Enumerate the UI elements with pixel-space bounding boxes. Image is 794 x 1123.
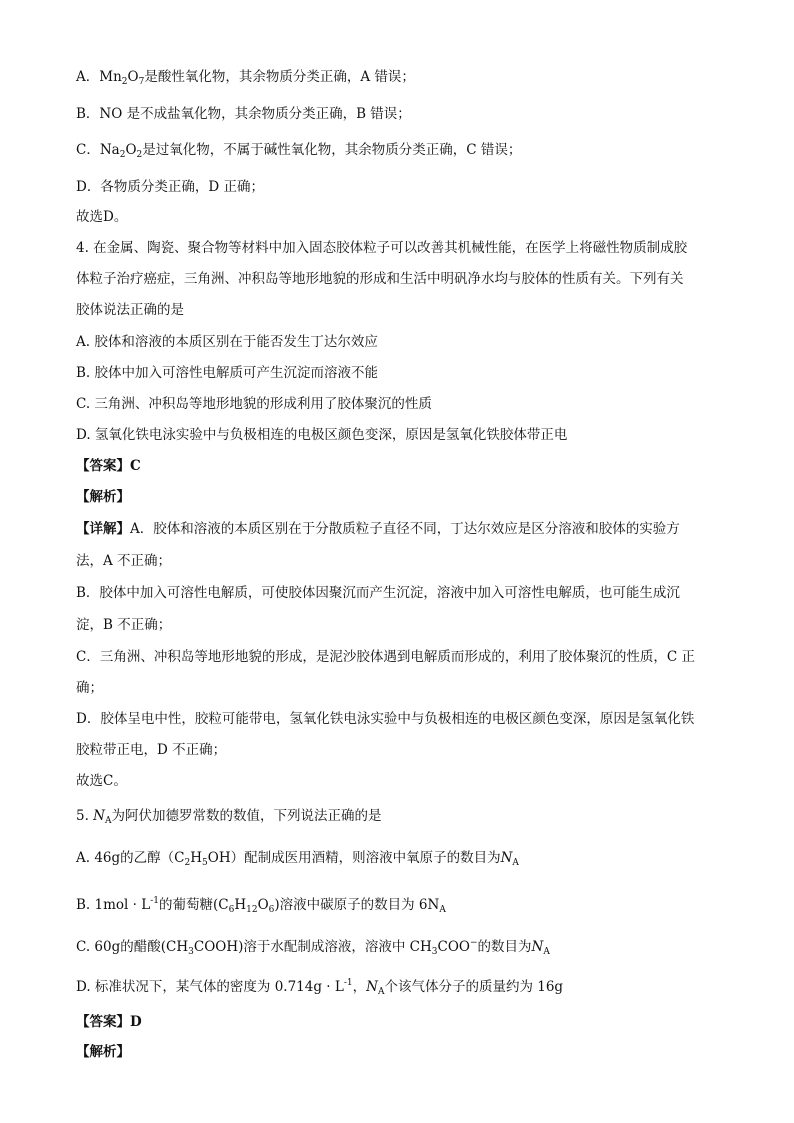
q4-option-c: C. 三角洲、冲积岛等地形地貌的形成利用了胶体聚沉的性质 bbox=[76, 396, 432, 412]
q5-option-a bbox=[76, 848, 519, 873]
q4-stem-line2: 体粒子治疗癌症，三角洲、冲积岛等地形地貌的形成和生活中明矾净水均与胶体的性质有关。下列有关 bbox=[76, 271, 684, 287]
formula-subscript: A bbox=[439, 905, 446, 915]
formula-subscript: 6 bbox=[228, 905, 235, 915]
option-label: C． bbox=[76, 142, 100, 158]
q4-option-a: A. 胶体和溶液的本质区别在于能否发生丁达尔效应 bbox=[76, 334, 378, 350]
formula-subscript: 6 bbox=[268, 905, 275, 915]
formula-subscript: 2 bbox=[184, 858, 191, 868]
option-text: A. 46g的乙醇（ bbox=[76, 850, 175, 866]
q3-analysis-d: D．各物质分类正确，D 正确； bbox=[76, 179, 264, 195]
q4-detail-b-cont: 淀，B 不正确； bbox=[76, 617, 172, 633]
q4-detail-b: B．胶体中加入可溶性电解质，可使胶体因聚沉而产生沉淀，溶液中加入可溶性电解质，也可能生成沉 bbox=[76, 585, 680, 601]
formula-subscript: A bbox=[377, 987, 385, 997]
formula-subscript: 7 bbox=[138, 77, 145, 87]
question-stem: 为阿伏加德罗常数的数值，下列说法正确的是 bbox=[111, 808, 382, 824]
formula-subscript: 2 bbox=[119, 150, 126, 160]
formula-superscript: − bbox=[470, 938, 478, 948]
q4-detail-a-cont: 法，A 不正确； bbox=[76, 553, 172, 569]
formula-subscript: 2 bbox=[136, 150, 143, 160]
formula: H bbox=[190, 850, 203, 866]
q3-analysis-a bbox=[76, 67, 415, 92]
option-text: 的葡萄糖( bbox=[158, 897, 219, 913]
formula: C bbox=[218, 897, 229, 913]
formula-subscript: 3 bbox=[431, 947, 438, 957]
q5-option-c bbox=[76, 933, 550, 962]
q5-option-d bbox=[76, 973, 563, 1002]
option-text: ）配制成医用酒精，则溶液中氧原子的数目为 bbox=[230, 850, 501, 866]
analysis-text: 是酸性氧化物，其余物质分类正确，A 错误； bbox=[144, 69, 415, 85]
q4-detail-d: D．胶体呈电中性，胶粒可能带电，氢氧化铁电泳实验中与负极相连的电极区颜色变深，原因是氢氧化铁 bbox=[76, 711, 695, 727]
q4-detail-a bbox=[76, 519, 680, 539]
formula: N bbox=[366, 979, 378, 995]
formula: O bbox=[257, 897, 269, 913]
q4-option-d: D. 氢氧化铁电泳实验中与负极相连的电极区颜色变深，原因是氢氧化铁胶体带正电 bbox=[76, 427, 568, 443]
option-text: )溶液中碳原子的数目为 6N bbox=[274, 897, 440, 913]
formula-subscript: A bbox=[104, 816, 112, 826]
option-text: 的数目为 bbox=[477, 939, 532, 955]
formula: C bbox=[174, 850, 185, 866]
q4-detail-c: C．三角洲、冲积岛等地形地貌的形成，是泥沙胶体遇到电解质而形成的，利用了胶体聚沉的性质，C 正 bbox=[76, 649, 695, 665]
option-text: C. 60g的醋酸( bbox=[76, 939, 167, 955]
formula: COO bbox=[437, 939, 470, 955]
q4-answer: 【答案】C bbox=[76, 458, 141, 474]
option-text: 个该气体分子的质量约为 16g bbox=[384, 979, 564, 995]
q3-analysis-c bbox=[76, 140, 521, 165]
question-number: 5. bbox=[76, 808, 94, 824]
analysis-text: 是过氧化物，不属于碱性氧化物，其余物质分类正确，C 错误； bbox=[142, 142, 522, 158]
q5-option-b bbox=[76, 891, 446, 920]
formula: H bbox=[234, 897, 247, 913]
q4-stem-line3: 胶体说法正确的是 bbox=[76, 302, 184, 318]
formula-subscript: A bbox=[543, 947, 550, 957]
formula: Na bbox=[99, 142, 120, 158]
formula: N bbox=[500, 850, 513, 866]
formula: N bbox=[531, 939, 544, 955]
q5-answer: 【答案】D bbox=[76, 1014, 142, 1030]
formula-subscript: 5 bbox=[202, 858, 208, 868]
formula: N bbox=[93, 808, 105, 824]
q3-analysis-b: B．NO 是不成盐氧化物，其余物质分类正确，B 错误； bbox=[76, 106, 411, 122]
q4-detail-d-cont: 胶粒带正电，D 不正确； bbox=[76, 742, 227, 758]
formula-superscript: -1 bbox=[150, 896, 159, 906]
option-text: )溶于水配制成溶液，溶液中 CH bbox=[238, 939, 432, 955]
q3-choose: 故选D。 bbox=[76, 209, 128, 225]
q4-detail-c-cont: 确； bbox=[76, 680, 103, 696]
formula-subscript: A bbox=[512, 858, 519, 868]
formula-subscript: 12 bbox=[246, 905, 258, 915]
formula-superscript: -1 bbox=[343, 978, 353, 988]
formula: CH bbox=[166, 939, 189, 955]
formula-subscript: 3 bbox=[188, 947, 194, 957]
detail-text: A．胶体和溶液的本质区别在于分散质粒子直径不同，丁达尔效应是区分溶液和胶体的实验方 bbox=[130, 521, 680, 537]
formula-subscript: 2 bbox=[121, 77, 128, 87]
formula: OH bbox=[207, 850, 231, 866]
q4-choose: 故选C。 bbox=[76, 773, 127, 789]
q5-analysis-label: 【解析】 bbox=[76, 1044, 130, 1060]
detail-label: 【详解】 bbox=[76, 521, 130, 537]
formula: COOH bbox=[193, 939, 239, 955]
q4-stem-line1: 4. 在金属、陶瓷、聚合物等材料中加入固态胶体粒子可以改善其机械性能，在医学上将磁性物质制成胶 bbox=[76, 240, 688, 256]
q5-stem bbox=[76, 806, 381, 831]
q4-analysis-label: 【解析】 bbox=[76, 489, 130, 505]
option-text: B. 1mol · L bbox=[76, 897, 151, 913]
formula: Mn bbox=[99, 69, 122, 85]
q4-option-b: B. 胶体中加入可溶性电解质可产生沉淀而溶液不能 bbox=[76, 365, 379, 381]
option-text: ， bbox=[352, 979, 367, 995]
formula: O bbox=[125, 142, 137, 158]
formula: O bbox=[127, 69, 139, 85]
option-label: A． bbox=[76, 69, 100, 85]
option-text: D. 标准状况下，某气体的密度为 0.714g · L bbox=[76, 979, 344, 995]
